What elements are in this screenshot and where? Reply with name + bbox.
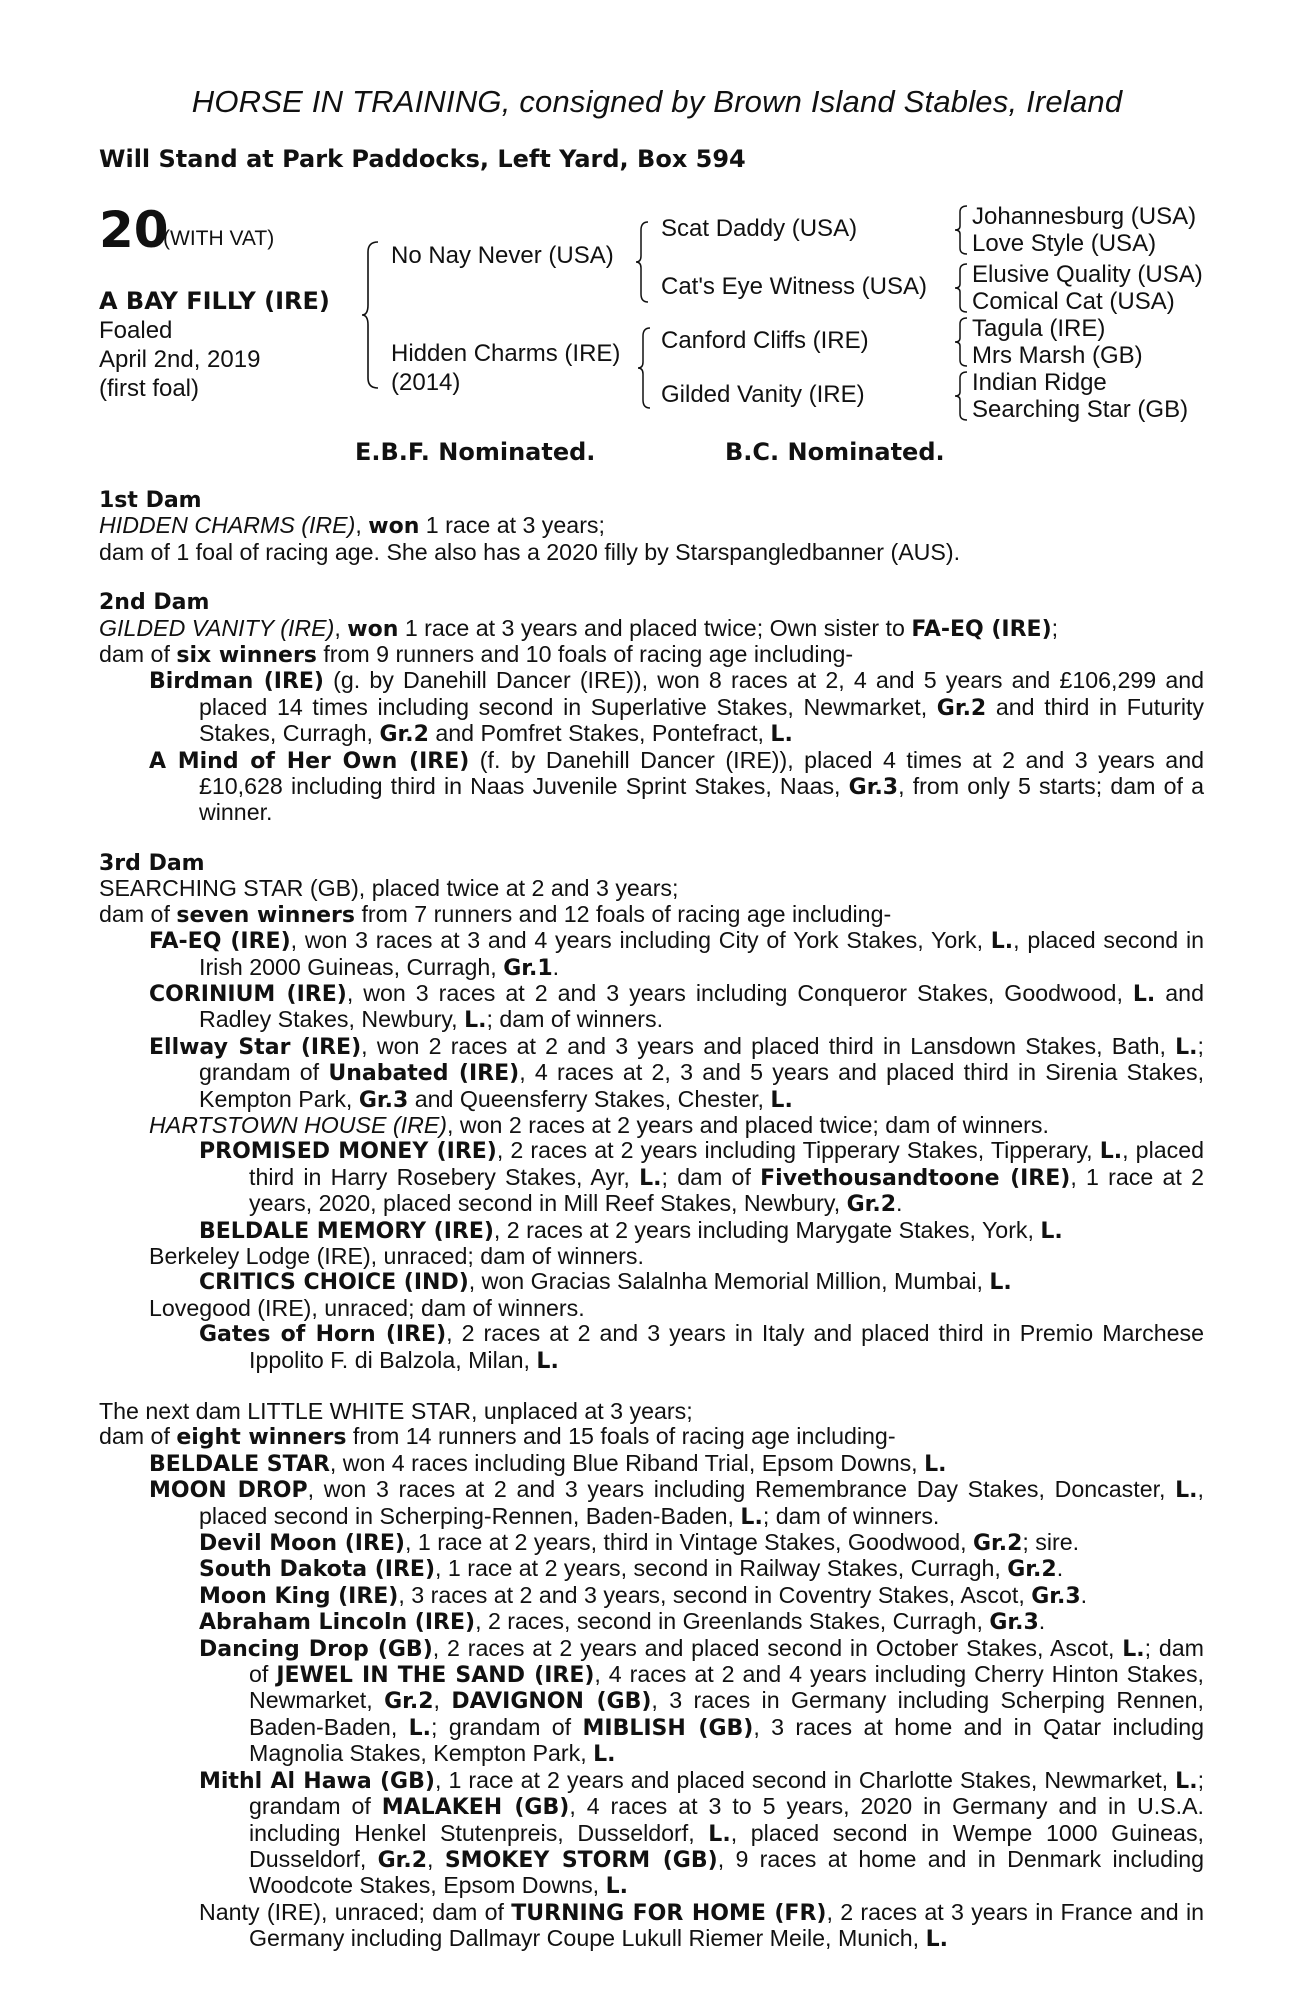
pedigree-g1: Johannesburg (USA) [972, 203, 1197, 230]
bc-nomination: B.C. Nominated. [725, 438, 945, 466]
produce-entry: CRITICS CHOICE (IND), won Gracias Salalnha Memorial Million, Mumbai, L. [199, 1268, 1012, 1296]
pedigree-brace-main [362, 240, 380, 390]
pedigree-brace-g2 [955, 262, 969, 314]
produce-entry: Ellway Star (IRE), won 2 races at 2 and 3 years and placed third in Lansdown Stakes, Bath, L.; grandam of Unabated (IRE), 4 races at 2, 3 and 5 years and placed third in Sirenia Stakes, Kempton Park, Gr.3 and Queensferry Stakes, Chester, L. [149, 1032, 1205, 1113]
first-dam-produce: dam of 1 foal of racing age. She also has a 2020 filly by Starspangledbanner (AUS). [99, 538, 961, 565]
page-header: HORSE IN TRAINING, consigned by Brown Island Stables, Ireland [191, 84, 1123, 119]
pedigree-brace-dam [638, 326, 652, 410]
pedigree-sire-dam: Cat's Eye Witness (USA) [661, 273, 927, 300]
lot-number: 20 [99, 201, 169, 259]
produce-entry: A Mind of Her Own (IRE) (f. by Danehill Dancer (IRE)), placed 4 times at 2 and 3 years and £10,628 including third in Naas Juvenile Sprint Stakes, Naas, Gr.3, from only 5 starts; dam of a winner. [149, 746, 1204, 826]
produce-entry: Moon King (IRE), 3 races at 2 and 3 years, second in Coventry Stakes, Ascot, Gr.3. [199, 1581, 1088, 1609]
next-dam-winners: dam of eight winners from 14 runners and 15 foals of racing age including- [99, 1423, 896, 1451]
next-dam-line: The next dam LITTLE WHITE STAR, unplaced at 3 years; [99, 1398, 693, 1424]
pedigree-brace-g1 [955, 204, 969, 256]
third-dam-line: SEARCHING STAR (GB), placed twice at 2 and 3 years; [99, 875, 679, 902]
produce-entry: South Dakota (IRE), 1 race at 2 years, second in Railway Stakes, Curragh, Gr.2. [199, 1555, 1064, 1583]
horse-description: A BAY FILLY (IRE) [99, 287, 330, 315]
pedigree-g8: Searching Star (GB) [972, 396, 1189, 423]
pedigree-dam-year: (2014) [391, 369, 461, 396]
catalogue-body [99, 488, 1204, 1953]
vat-note: (WITH VAT) [163, 227, 275, 250]
first-dam-line: HIDDEN CHARMS (IRE), won 1 race at 3 years; [99, 512, 605, 540]
produce-entry: BELDALE STAR, won 4 races including Blue Riband Trial, Epsom Downs, L. [149, 1449, 947, 1477]
produce-entry: Birdman (IRE) (g. by Danehill Dancer (IRE)), won 8 races at 2, 4 and 5 years and £106,299 and placed 14 times including second in Superlative Stakes, Newmarket, Gr.2 and third in Futurity Stakes, Curragh, Gr.2 and Pomfret Stakes, Pontefract, L. [149, 667, 1205, 748]
foaled-label: Foaled [99, 317, 173, 344]
first-dam-heading: 1st Dam [99, 488, 202, 513]
pedigree-brace-g4 [955, 370, 969, 422]
stand-location: Will Stand at Park Paddocks, Left Yard, Box 594 [99, 145, 746, 173]
produce-entry: CORINIUM (IRE), won 3 races at 2 and 3 years including Conqueror Stakes, Goodwood, L. and Radley Stakes, Newbury, L.; dam of winners. [149, 979, 1204, 1034]
produce-entry: Abraham Lincoln (IRE), 2 races, second in Greenlands Stakes, Curragh, Gr.3. [199, 1608, 1046, 1636]
produce-entry: Gates of Horn (IRE), 2 races at 2 and 3 years in Italy and placed third in Premio Marchese Ippolito F. di Balzola, Milan, L. [199, 1320, 1204, 1374]
first-foal-note: (first foal) [99, 375, 200, 402]
produce-entry: MOON DROP, won 3 races at 2 and 3 years including Remembrance Day Stakes, Doncaster, L., placed second in Scherping-Rennen, Baden-Baden, L.; dam of winners. [149, 1476, 1204, 1530]
pedigree-g7: Indian Ridge [972, 369, 1107, 396]
ebf-nomination: E.B.F. Nominated. [355, 438, 596, 466]
produce-entry: Mithl Al Hawa (GB), 1 race at 2 years and placed second in Charlotte Stakes, Newmarket, L.; grandam of MALAKEH (GB), 4 races at 3 to 5 years, 2020 in Germany and in U.S.A. including Henkel Stutenpreis, Dusseldorf, L., placed second in Wempe 1000 Guineas, Dusseldorf, Gr.2, SMOKEY STORM (GB), 9 races at home and in Denmark including Woodcote Stakes, Epsom Downs, L. [199, 1766, 1205, 1900]
pedigree-g2: Love Style (USA) [972, 230, 1157, 257]
pedigree-dam-sire: Canford Cliffs (IRE) [661, 327, 869, 354]
produce-entry: BELDALE MEMORY (IRE), 2 races at 2 years including Marygate Stakes, York, L. [199, 1216, 1063, 1244]
produce-entry: Berkeley Lodge (IRE), unraced; dam of winners. [149, 1242, 644, 1269]
produce-entry: FA-EQ (IRE), won 3 races at 3 and 4 years including City of York Stakes, York, L., placed second in Irish 2000 Guineas, Curragh, Gr.1. [149, 927, 1204, 981]
pedigree-g4: Comical Cat (USA) [972, 288, 1175, 315]
produce-entry: Lovegood (IRE), unraced; dam of winners. [149, 1294, 585, 1321]
pedigree-g3: Elusive Quality (USA) [972, 261, 1203, 288]
produce-entry: Dancing Drop (GB), 2 races at 2 years and placed second in October Stakes, Ascot, L.; dam of JEWEL IN THE SAND (IRE), 4 races at 2 and 4 years including Cherry Hinton Stakes, Newmarket, Gr.2, DAVIGNON (GB), 3 races in Germany including Scherping Rennen, Baden-Baden, L.; grandam of MIBLISH (GB), 3 races at home and in Qatar including Magnolia Stakes, Kempton Park, L. [199, 1634, 1204, 1768]
produce-entry: PROMISED MONEY (IRE), 2 races at 2 years including Tipperary Stakes, Tipperary, L., placed third in Harry Rosebery Stakes, Ayr, L.; dam of Fivethousandtoone (IRE), 1 race at 2 years, 2020, placed second in Mill Reef Stakes, Newbury, Gr.2. [199, 1137, 1205, 1218]
pedigree-g5: Tagula (IRE) [972, 315, 1106, 342]
produce-entry: Devil Moon (IRE), 1 race at 2 years, third in Vintage Stakes, Goodwood, Gr.2; sire. [199, 1529, 1080, 1557]
second-dam-winners: dam of six winners from 9 runners and 10 foals of racing age including- [99, 641, 854, 669]
second-dam-line: GILDED VANITY (IRE), won 1 race at 3 years and placed twice; Own sister to FA-EQ (IRE); [99, 614, 1059, 642]
pedigree-sire-sire: Scat Daddy (USA) [661, 215, 858, 242]
third-dam-winners: dam of seven winners from 7 runners and 12 foals of racing age including- [99, 900, 892, 928]
produce-entry: HARTSTOWN HOUSE (IRE), won 2 races at 2 years and placed twice; dam of winners. [149, 1111, 1049, 1138]
produce-entry: Nanty (IRE), unraced; dam of TURNING FOR HOME (FR), 2 races at 3 years in France and in Germany including Dallmayr Coupe Lukull Riemer Meile, Munich, L. [199, 1898, 1205, 1953]
second-dam-heading: 2nd Dam [99, 590, 210, 616]
pedigree-sire: No Nay Never (USA) [391, 242, 614, 269]
pedigree-g6: Mrs Marsh (GB) [972, 342, 1143, 369]
foaled-info [99, 316, 260, 403]
foaled-date: April 2nd, 2019 [99, 346, 261, 373]
third-dam-heading: 3rd Dam [99, 850, 205, 876]
pedigree-dam-dam: Gilded Vanity (IRE) [661, 381, 865, 408]
pedigree-brace-sire [636, 220, 650, 304]
pedigree-dam: Hidden Charms (IRE) [391, 340, 621, 367]
pedigree-brace-g3 [955, 316, 969, 368]
